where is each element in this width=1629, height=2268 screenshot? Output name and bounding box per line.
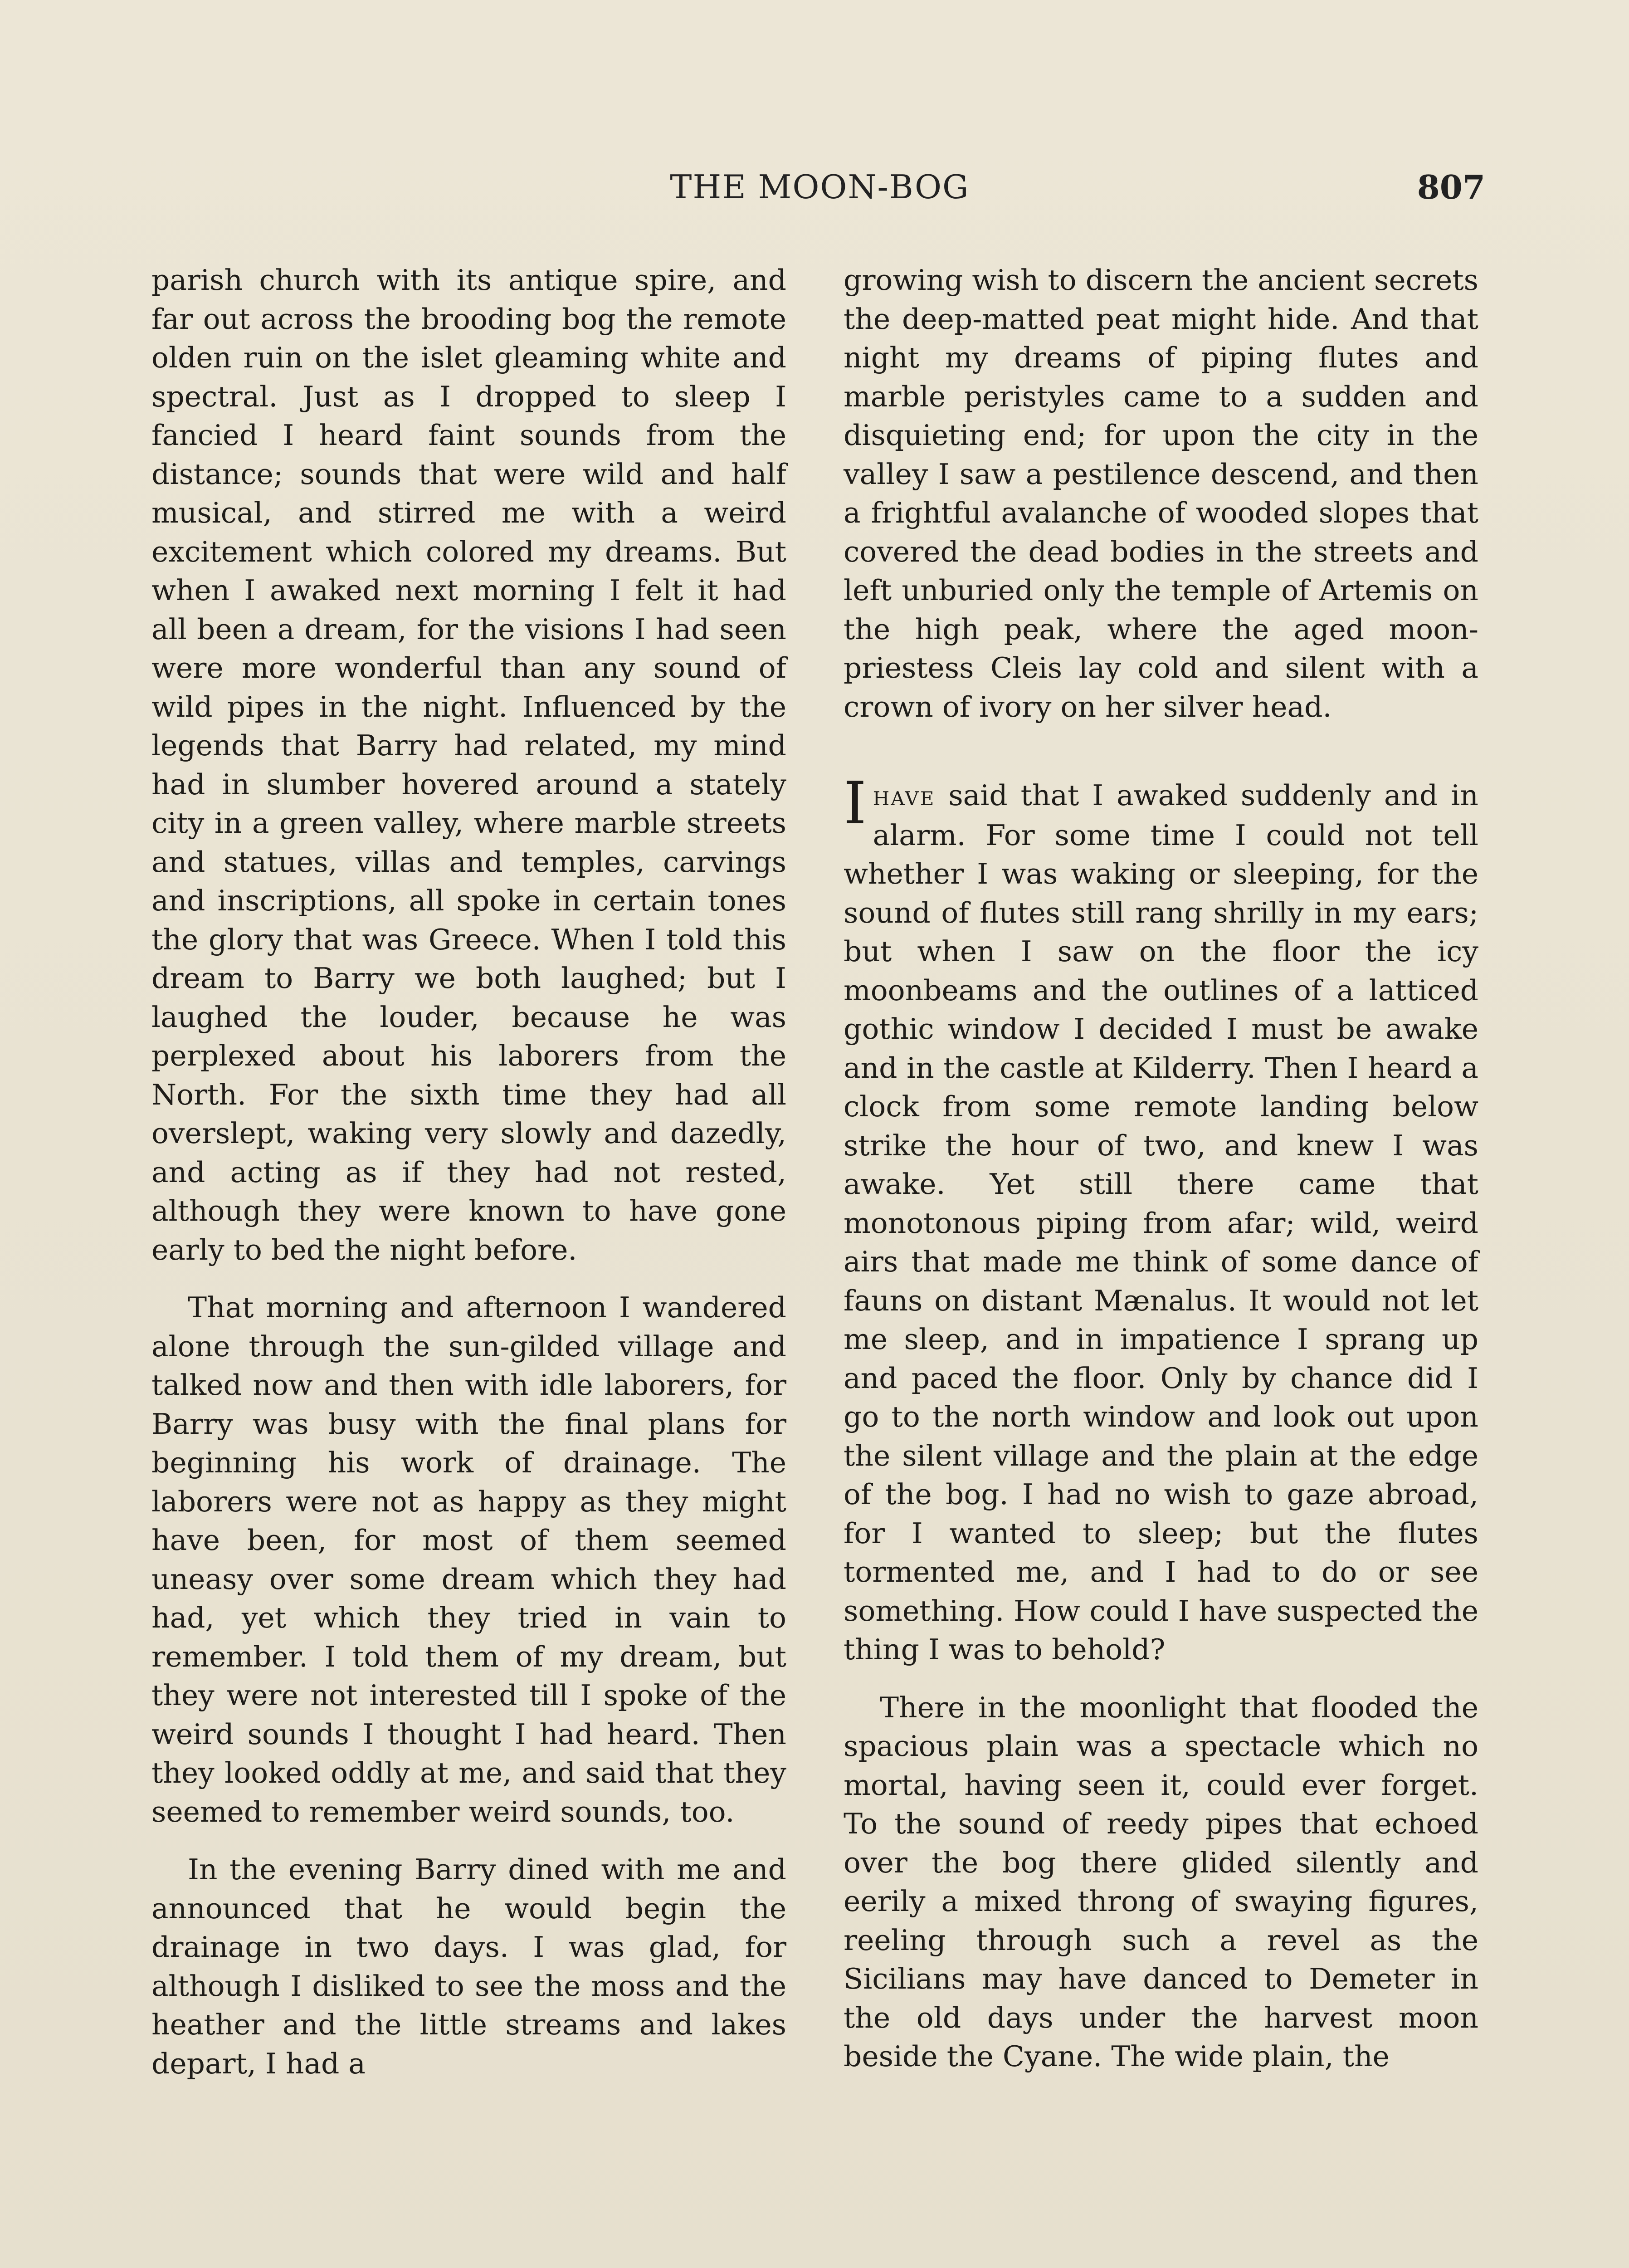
page-number: 807: [1417, 168, 1485, 206]
paragraph-continued: growing wish to discern the ancient secrets the deep-matted peat might hide. And that night my dreams of piping flutes and marble peristyles came to a sudden and disquieting end; for upon the city in the valley I saw a pestilence descend, and then a frightful avalanche of wooded slopes that covered the dead bodies in the streets and left unburied only the temple of Artemis on the high peak, where the aged moon-priestess Cleis lay cold and silent with a crown of ivory on her silver head.: [844, 264, 1478, 723]
paragraph: That morning and afternoon I wandered alone through the sun-gilded village and talked now and then with idle laborers, for Barry was busy with the final plans for beginning his work of drainage. The laborers were not as happy as they might have been, for most of them seemed uneasy over some dream which they had had, yet which they tried in vain to remember. I told them of my dream, but they were not interested till I spoke of the weird sounds I thought I had heard. Then they looked oddly at me, and said that they seemed to remember weird sounds, too.: [151, 1291, 786, 1828]
page-header: [154, 168, 1485, 218]
paragraph: In the evening Barry dined with me and announced that he would begin the drainage in two days. I was glad, for although I disliked to see the moss and the heather and the little streams and lakes depart, I had a: [151, 1853, 786, 2080]
paragraph: There in the moonlight that flooded the spacious plain was a spectacle which no mortal, having seen it, could ever forget. To the sound of reedy pipes that echoed over the bog there glided silently and eerily a mixed throng of swaying figures, reeling through such a revel as the Sicilians may have danced to Demeter in the old days under the harvest moon beside the Cyane. The wide plain, the: [844, 1691, 1478, 2073]
running-title: THE MOON-BOG: [670, 168, 970, 206]
drop-cap: I: [844, 770, 867, 837]
right-column: [844, 261, 1478, 2076]
left-column: [151, 261, 786, 2083]
paragraph-continued: parish church with its antique spire, and far out across the brooding bog the remote olden ruin on the islet gleaming white and spectral. Just as I dropped to sleep I fancied I heard faint sounds from the distance; sounds that were wild and half musical, and stirred me with a weird excitement which colored my dreams. But when I awaked next morning I felt it had all been a dream, for the visions I had seen were more wonderful than any sound of wild pipes in the night. Influenced by the legends that Barry had related, my mind had in slumber hovered around a stately city in a green valley, where marble streets and statues, villas and temples, carvings and inscriptions, all spoke in certain tones the glory that was Greece. When I told this dream to Barry we both laughed; but I laughed the louder, because he was perplexed about his laborers from the North. For the sixth time they had all overslept, waking very slowly and dazedly, and acting as if they had not rested, although they were known to have gone early to bed the night before.: [151, 264, 786, 1266]
paragraph-text: said that I awaked suddenly and in alarm. For some time I could not tell whether I was waking or sleeping, for the sound of flutes still rang shrilly in my ears; but when I saw on the floor the icy moonbeams and the outlines of a latticed gothic window I decided I must be awake and in the castle at Kilderry. Then I heard a clock from some remote landing below strike the hour of two, and knew I was awake. Yet still there came that monotonous piping from afar; wild, weird airs that made me think of some dance of fauns on distant Mænalus. It would not let me sleep, and in impatience I sprang up and paced the floor. Only by chance did I go to the north window and look out upon the silent village and the plain at the edge of the bog. I had no wish to gaze abroad, for I wanted to sleep; but the flutes tormented me, and I had to do or see something. How could I have suspected the thing I was to behold?: [844, 779, 1478, 1666]
section-opening-paragraph: [844, 770, 1478, 1669]
small-caps-lead: have: [873, 780, 936, 812]
